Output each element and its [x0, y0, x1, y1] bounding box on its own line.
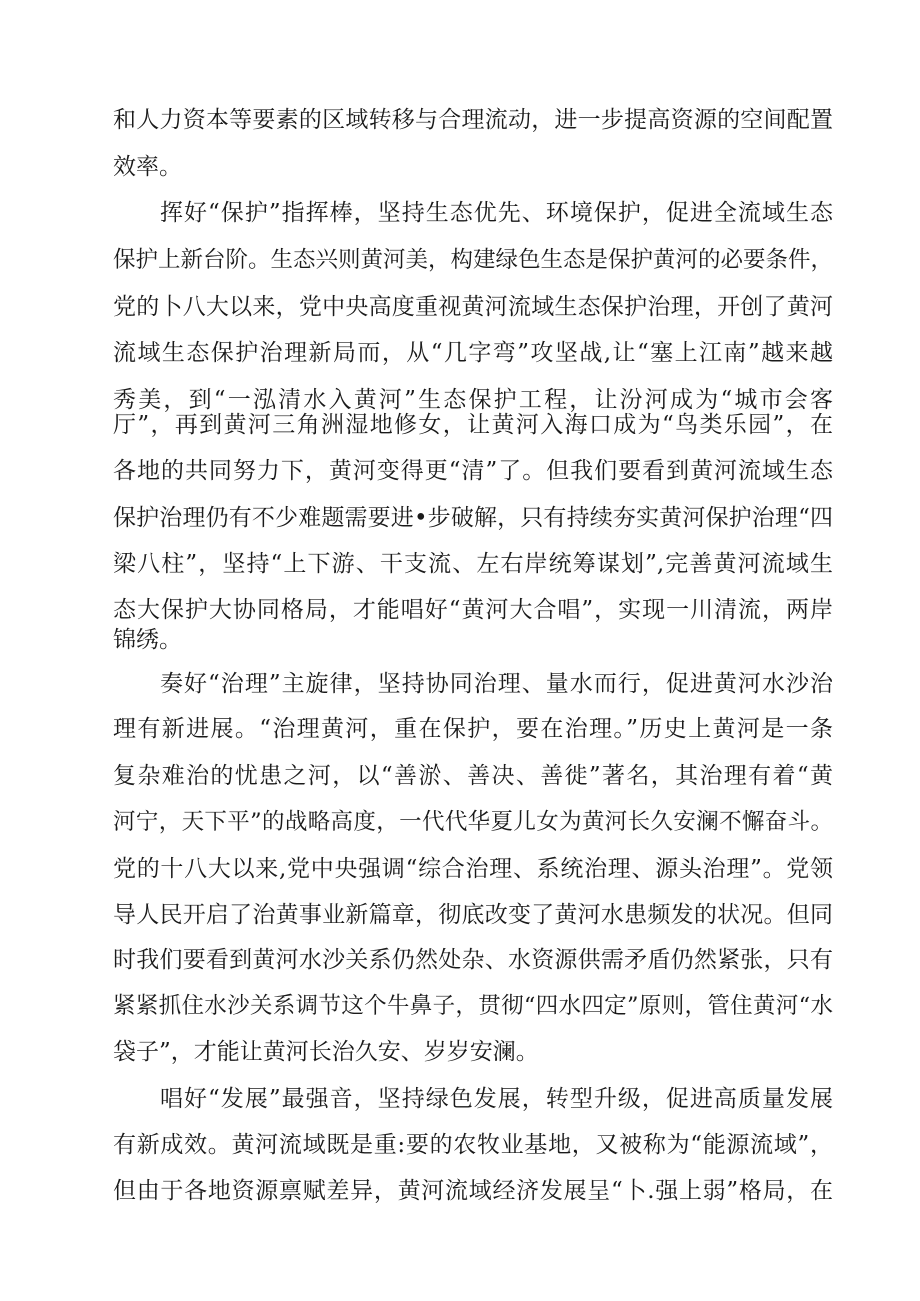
text-line-18: 党的十八大以来,党中央强调“综合治理、系统治理、源头治理”。党领: [113, 856, 833, 882]
text-line-21: 紧紧抓住水沙关系调节这个牛鼻子，贯彻“四水四定”原则，管住黄河“水: [113, 993, 833, 1019]
text-line-12: 态大保护大协同格局，才能唱好“黄河大合唱”，实现一川清流，两岸: [113, 597, 833, 623]
text-line-15: 理有新进展。“治理黄河，重在保护，要在治理。”历史上黄河是一条: [113, 716, 833, 742]
text-line-17: 河宁，天下平”的战略高度，一代代华夏儿女为黄河长久安澜不懈奋斗。: [113, 809, 833, 835]
text-line-11: 梁八柱”，坚持“上下游、干支流、左右岸统筹谋划”,完善黄河流域生: [113, 551, 833, 577]
text-line-8: 厅”，再到黄河三角洲湿地修女，让黄河入海口成为“鸟类乐园”，在: [113, 412, 833, 438]
text-line-23: 唱好“发展”最强音，坚持绿色发展，转型升级，促进高质量发展: [160, 1086, 833, 1112]
text-line-24: 有新成效。黄河流域既是重:要的农牧业基地，又被称为“能源流域”，: [113, 1132, 833, 1158]
text-line-13: 锦绣。: [113, 627, 182, 653]
text-line-20: 时我们要看到黄河水沙关系仍然处杂、水资源供需矛盾仍然紧张，只有: [113, 947, 833, 973]
text-line-2: 效率。: [113, 154, 182, 180]
text-line-16: 复杂难治的忧患之河，以“善淤、善决、善徙”著名，其治理有着“黄: [113, 763, 833, 789]
text-line-14: 奏好“治理”主旋律，坚持协同治理、量水而行，促进黄河水沙治: [160, 671, 833, 697]
text-line-4: 保护上新台阶。生态兴则黄河美，构建绿色生态是保护黄河的必要条件，: [113, 247, 834, 273]
text-line-3: 挥好“保护”指挥棒，坚持生态优先、环境保护，促进全流域生态: [160, 200, 833, 226]
text-line-7: 秀美，到“一泓清水入黄河”生态保护工程，让汾河成为“城市会客: [113, 387, 833, 413]
text-line-10: 保护治理仍有不少难题需要进•步破解，只有持续夯实黄河保护治理“四: [113, 505, 833, 531]
text-line-22: 袋子”，才能让黄河长治久安、岁岁安澜。: [113, 1039, 539, 1065]
text-line-1: 和人力资本等要素的区域转移与合理流动，进一步提高资源的空间配置: [113, 107, 833, 133]
text-line-5: 党的卜八大以来，党中央高度重视黄河流域生态保护治理，开创了黄河: [113, 294, 833, 320]
text-line-9: 各地的共同努力下，黄河变得更“清”了。但我们要看到黄河流域生态: [113, 458, 833, 484]
text-line-6: 流域生态保护治理新局而，从“几字弯”攻坚战,让“塞上江南”越来越: [113, 340, 833, 366]
text-line-25: 但由于各地资源禀赋差异，黄河流域经济发展呈“卜.强上弱”格局，在: [113, 1178, 833, 1204]
text-line-19: 导人民开启了治黄事业新篇章，彻底改变了黄河水患频发的状况。但同: [113, 902, 833, 928]
